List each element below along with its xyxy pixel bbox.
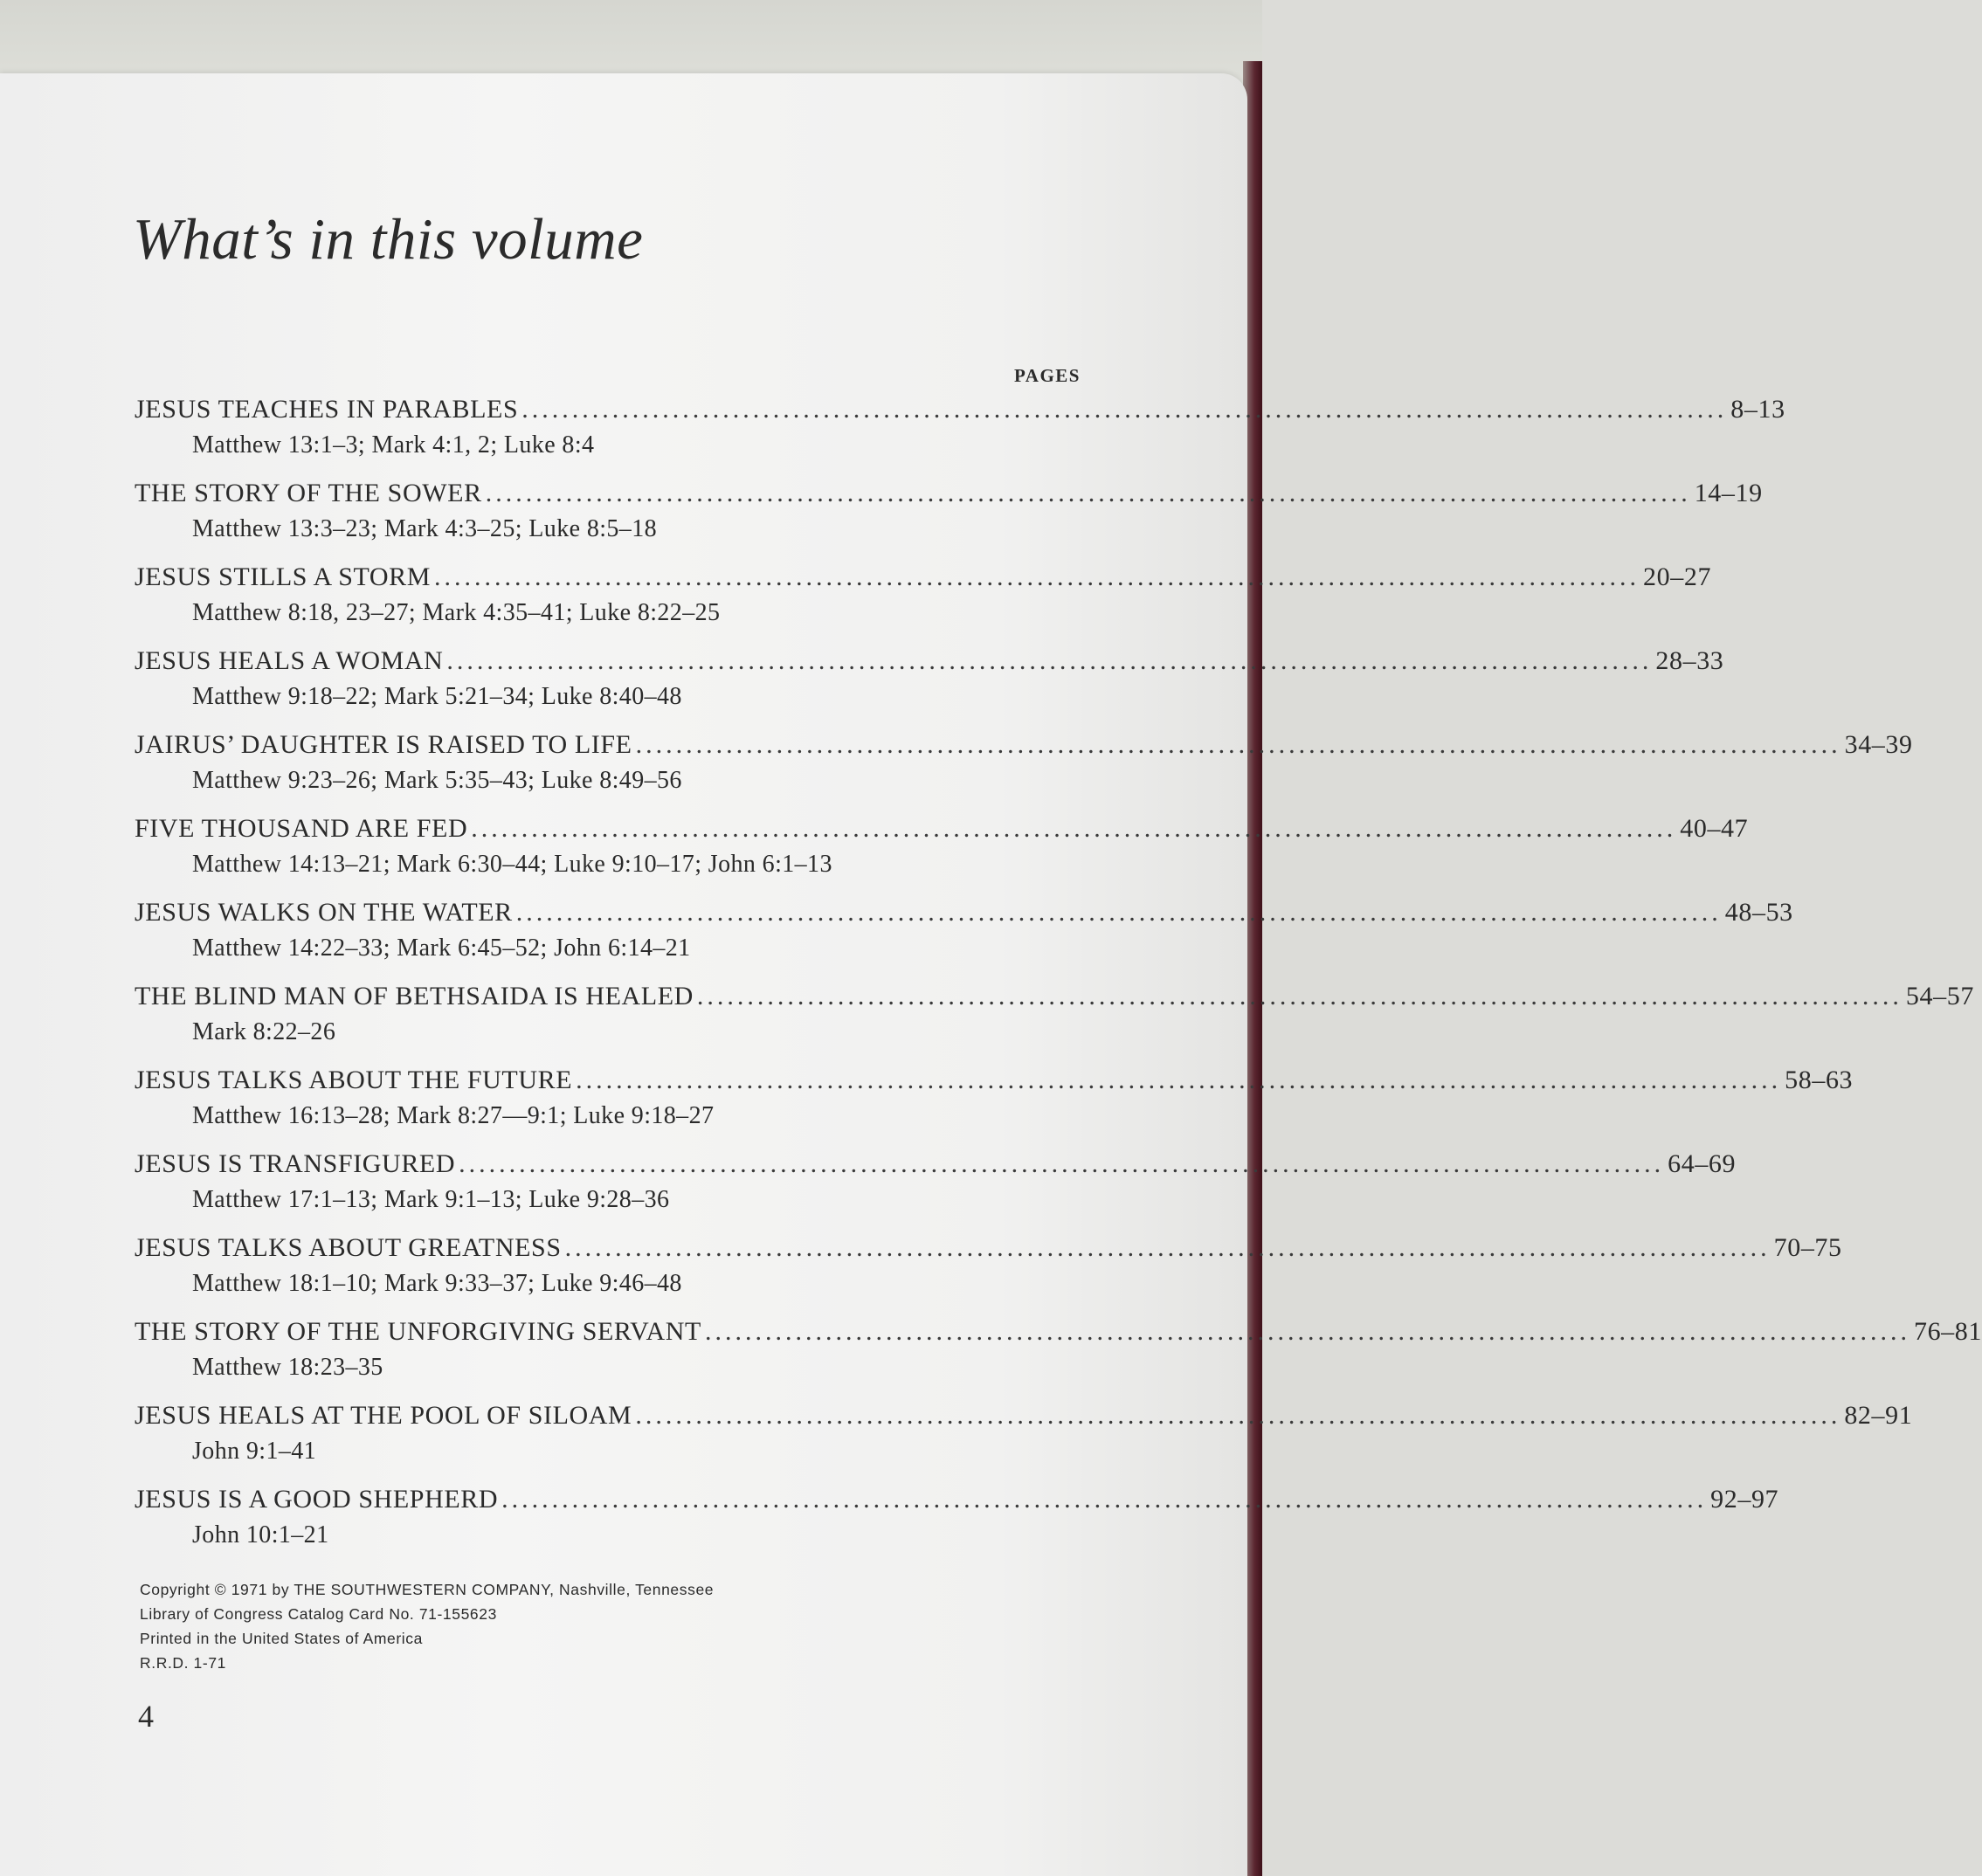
pages-column-header: PAGES bbox=[1014, 365, 1081, 386]
dot-leader: ........................................................................................................................ bbox=[471, 814, 1677, 843]
catalog-card-line: Library of Congress Catalog Card No. 71-155623 bbox=[140, 1605, 497, 1623]
toc-entry-title: JESUS TALKS ABOUT THE FUTURE bbox=[135, 1066, 573, 1094]
toc-entry-references: Matthew 18:1–10; Mark 9:33–37; Luke 9:46–48 bbox=[192, 1270, 682, 1297]
toc-entry-pages: 28–33 bbox=[1655, 646, 1724, 675]
toc-entry bbox=[135, 1066, 1854, 1149]
toc-entry-line bbox=[135, 814, 1749, 849]
toc-entry-references: Matthew 18:23–35 bbox=[192, 1354, 383, 1381]
toc-entry bbox=[135, 1485, 1779, 1569]
toc-entry bbox=[135, 1401, 1913, 1485]
toc-entry-line bbox=[135, 730, 1913, 765]
toc-entry bbox=[135, 395, 1785, 479]
toc-entry-pages: 70–75 bbox=[1773, 1233, 1842, 1262]
table-of-contents bbox=[135, 395, 1982, 1569]
toc-entry-pages: 40–47 bbox=[1680, 814, 1749, 843]
toc-entry-line bbox=[135, 395, 1785, 430]
toc-entry-title: JESUS WALKS ON THE WATER bbox=[135, 898, 513, 927]
toc-entry-references: Matthew 16:13–28; Mark 8:27—9:1; Luke 9:18–27 bbox=[192, 1102, 715, 1129]
page-title: What’s in this volume bbox=[133, 207, 644, 272]
toc-entry-line bbox=[135, 479, 1763, 514]
dot-leader: ........................................................................................................................ bbox=[635, 1401, 1841, 1430]
toc-entry-line bbox=[135, 1485, 1779, 1520]
dot-leader: ........................................................................................................................ bbox=[521, 395, 1728, 424]
toc-entry-title: JESUS TALKS ABOUT GREATNESS bbox=[135, 1233, 562, 1262]
toc-entry-references: John 9:1–41 bbox=[192, 1438, 317, 1465]
dot-leader: ........................................................................................................................ bbox=[459, 1149, 1665, 1178]
toc-entry bbox=[135, 562, 1712, 646]
toc-entry-line bbox=[135, 1401, 1913, 1436]
toc-entry-line bbox=[135, 562, 1712, 597]
toc-entry-pages: 76–81 bbox=[1913, 1317, 1982, 1346]
dot-leader: ........................................................................................................................ bbox=[635, 730, 1841, 759]
toc-entry-pages: 14–19 bbox=[1694, 479, 1763, 507]
toc-entry-pages: 92–97 bbox=[1710, 1485, 1779, 1514]
toc-entry-title: JESUS HEALS A WOMAN bbox=[135, 646, 444, 675]
toc-entry bbox=[135, 898, 1793, 982]
toc-entry bbox=[135, 730, 1913, 814]
toc-entry-title: FIVE THOUSAND ARE FED bbox=[135, 814, 468, 843]
toc-entry-title: JESUS IS TRANSFIGURED bbox=[135, 1149, 456, 1178]
print-code-line: R.R.D. 1-71 bbox=[140, 1654, 226, 1672]
toc-entry bbox=[135, 982, 1974, 1066]
toc-entry-pages: 58–63 bbox=[1785, 1066, 1854, 1094]
toc-entry-pages: 64–69 bbox=[1668, 1149, 1737, 1178]
copyright-block bbox=[140, 1577, 714, 1675]
page-number: 4 bbox=[138, 1699, 154, 1734]
toc-entry-references: Matthew 13:1–3; Mark 4:1, 2; Luke 8:4 bbox=[192, 431, 595, 459]
toc-entry-references: Matthew 14:22–33; Mark 6:45–52; John 6:14–21 bbox=[192, 935, 691, 962]
toc-entry bbox=[135, 646, 1724, 730]
toc-entry-title: THE BLIND MAN OF BETHSAIDA IS HEALED bbox=[135, 982, 694, 1010]
toc-entry-pages: 20–27 bbox=[1643, 562, 1712, 591]
dot-leader: ........................................................................................................................ bbox=[704, 1317, 1910, 1346]
toc-entry-pages: 34–39 bbox=[1844, 730, 1913, 759]
toc-entry-title: JESUS IS A GOOD SHEPHERD bbox=[135, 1485, 499, 1514]
toc-entry-references: Matthew 8:18, 23–27; Mark 4:35–41; Luke 8:22–25 bbox=[192, 599, 721, 626]
toc-entry-references: John 10:1–21 bbox=[192, 1521, 329, 1548]
toc-entry bbox=[135, 1317, 1982, 1401]
toc-entry-line bbox=[135, 1149, 1737, 1184]
dot-leader: ........................................................................................................................ bbox=[434, 562, 1640, 591]
toc-entry-references: Matthew 17:1–13; Mark 9:1–13; Luke 9:28–36 bbox=[192, 1186, 670, 1213]
toc-entry-line bbox=[135, 1317, 1982, 1352]
copyright-line: Copyright © 1971 by THE SOUTHWESTERN COMPANY, Nashville, Tennessee bbox=[140, 1581, 715, 1598]
toc-entry-title: THE STORY OF THE SOWER bbox=[135, 479, 482, 507]
toc-entry-references: Matthew 13:3–23; Mark 4:3–25; Luke 8:5–18 bbox=[192, 515, 658, 542]
toc-entry bbox=[135, 1149, 1737, 1233]
dot-leader: ........................................................................................................................ bbox=[696, 982, 1903, 1010]
toc-entry bbox=[135, 814, 1749, 898]
dot-leader: ........................................................................................................................ bbox=[446, 646, 1653, 675]
toc-entry-line bbox=[135, 898, 1793, 933]
printed-in-line: Printed in the United States of America bbox=[140, 1630, 423, 1647]
toc-entry-line bbox=[135, 646, 1724, 681]
dot-leader: ........................................................................................................................ bbox=[564, 1233, 1771, 1262]
toc-entry-line bbox=[135, 982, 1974, 1017]
dot-leader: ........................................................................................................................ bbox=[576, 1066, 1782, 1094]
toc-entry-title: THE STORY OF THE UNFORGIVING SERVANT bbox=[135, 1317, 701, 1346]
dot-leader: ........................................................................................................................ bbox=[515, 898, 1722, 927]
toc-entry bbox=[135, 1233, 1842, 1317]
toc-entry bbox=[135, 479, 1763, 562]
dot-leader: ........................................................................................................................ bbox=[485, 479, 1691, 507]
toc-entry-pages: 54–57 bbox=[1905, 982, 1974, 1010]
toc-entry-title: JESUS STILLS A STORM bbox=[135, 562, 432, 591]
toc-entry-pages: 82–91 bbox=[1844, 1401, 1913, 1430]
toc-entry-references: Mark 8:22–26 bbox=[192, 1018, 336, 1045]
toc-entry-title: JAIRUS’ DAUGHTER IS RAISED TO LIFE bbox=[135, 730, 632, 759]
toc-entry-title: JESUS HEALS AT THE POOL OF SILOAM bbox=[135, 1401, 632, 1430]
toc-entry-references: Matthew 14:13–21; Mark 6:30–44; Luke 9:10–17; John 6:1–13 bbox=[192, 851, 832, 878]
toc-entry-references: Matthew 9:18–22; Mark 5:21–34; Luke 8:40–48 bbox=[192, 683, 682, 710]
dot-leader: ........................................................................................................................ bbox=[501, 1485, 1708, 1514]
toc-entry-references: Matthew 9:23–26; Mark 5:35–43; Luke 8:49–56 bbox=[192, 767, 682, 794]
toc-entry-pages: 8–13 bbox=[1730, 395, 1785, 424]
toc-entry-line bbox=[135, 1233, 1842, 1268]
toc-entry-pages: 48–53 bbox=[1724, 898, 1793, 927]
toc-entry-title: JESUS TEACHES IN PARABLES bbox=[135, 395, 519, 424]
toc-entry-line bbox=[135, 1066, 1854, 1100]
